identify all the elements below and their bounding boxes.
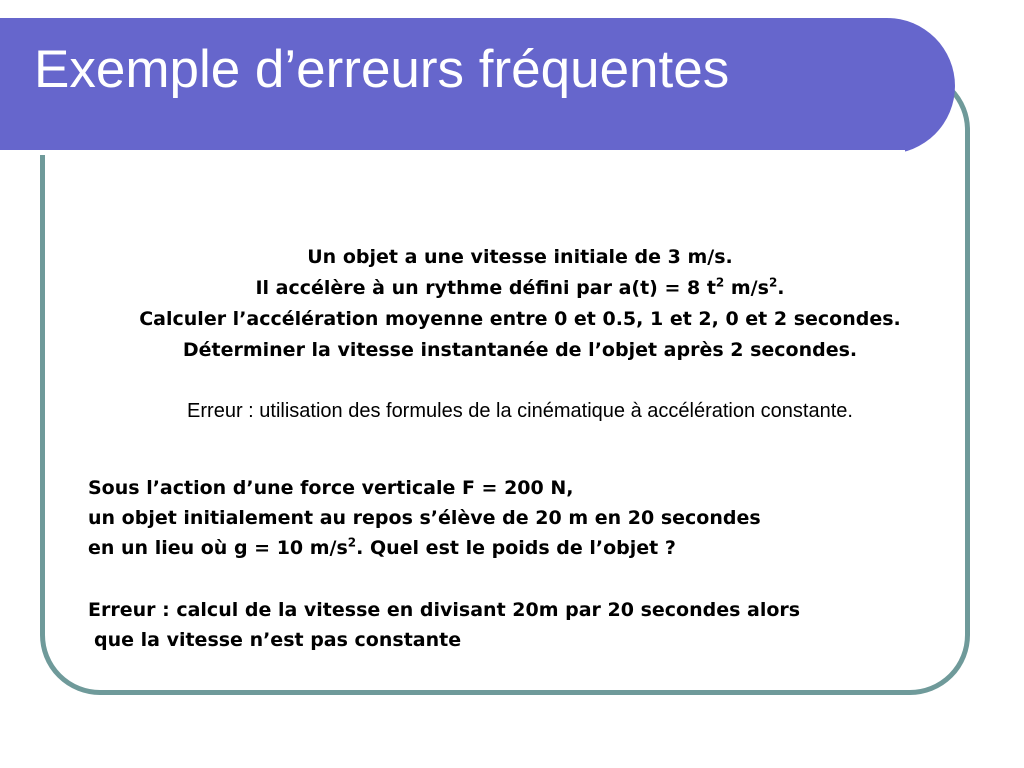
problem-2-line-1: Sous l’action d’une force verticale F = 200 N,	[88, 477, 574, 499]
problem-statement-2	[88, 473, 958, 563]
problem-1-line-2-end: .	[777, 277, 785, 299]
error-note-1: Erreur : utilisation des formules de la cinématique à accélération constante.	[187, 400, 853, 422]
problem-1-line-2-unit: m/s	[724, 277, 769, 299]
exponent: 2	[768, 275, 778, 290]
problem-1-line-2	[46, 273, 994, 304]
error-2-line-1: Erreur : calcul de la vitesse en divisant 20m par 20 secondes alors	[88, 599, 801, 621]
problem-2-line-3-text: en un lieu où g = 10 m/s	[88, 537, 348, 559]
exponent: 2	[715, 275, 725, 290]
problem-statement-1	[46, 242, 994, 366]
page-title: Exemple d’erreurs fréquentes	[34, 40, 730, 99]
problem-1-line-3: Calculer l’accélération moyenne entre 0 et 0.5, 1 et 2, 0 et 2 secondes.	[139, 308, 901, 330]
problem-1-line-2-text: Il accélère à un rythme défini par a(t) = 8 t	[255, 277, 716, 299]
title-underline	[0, 150, 905, 155]
problem-2-line-2: un objet initialement au repos s’élève de 20 m en 20 secondes	[88, 507, 761, 529]
error-note-2	[88, 595, 958, 655]
problem-2-line-3-end: . Quel est le poids de l’objet ?	[356, 537, 676, 559]
error-2-line-2: que la vitesse n’est pas constante	[94, 629, 462, 651]
exponent: 2	[347, 535, 357, 550]
problem-2-line-3	[88, 533, 958, 563]
problem-1-line-1: Un objet a une vitesse initiale de 3 m/s.	[307, 246, 733, 268]
problem-1-line-4: Déterminer la vitesse instantanée de l’objet après 2 secondes.	[182, 339, 858, 361]
